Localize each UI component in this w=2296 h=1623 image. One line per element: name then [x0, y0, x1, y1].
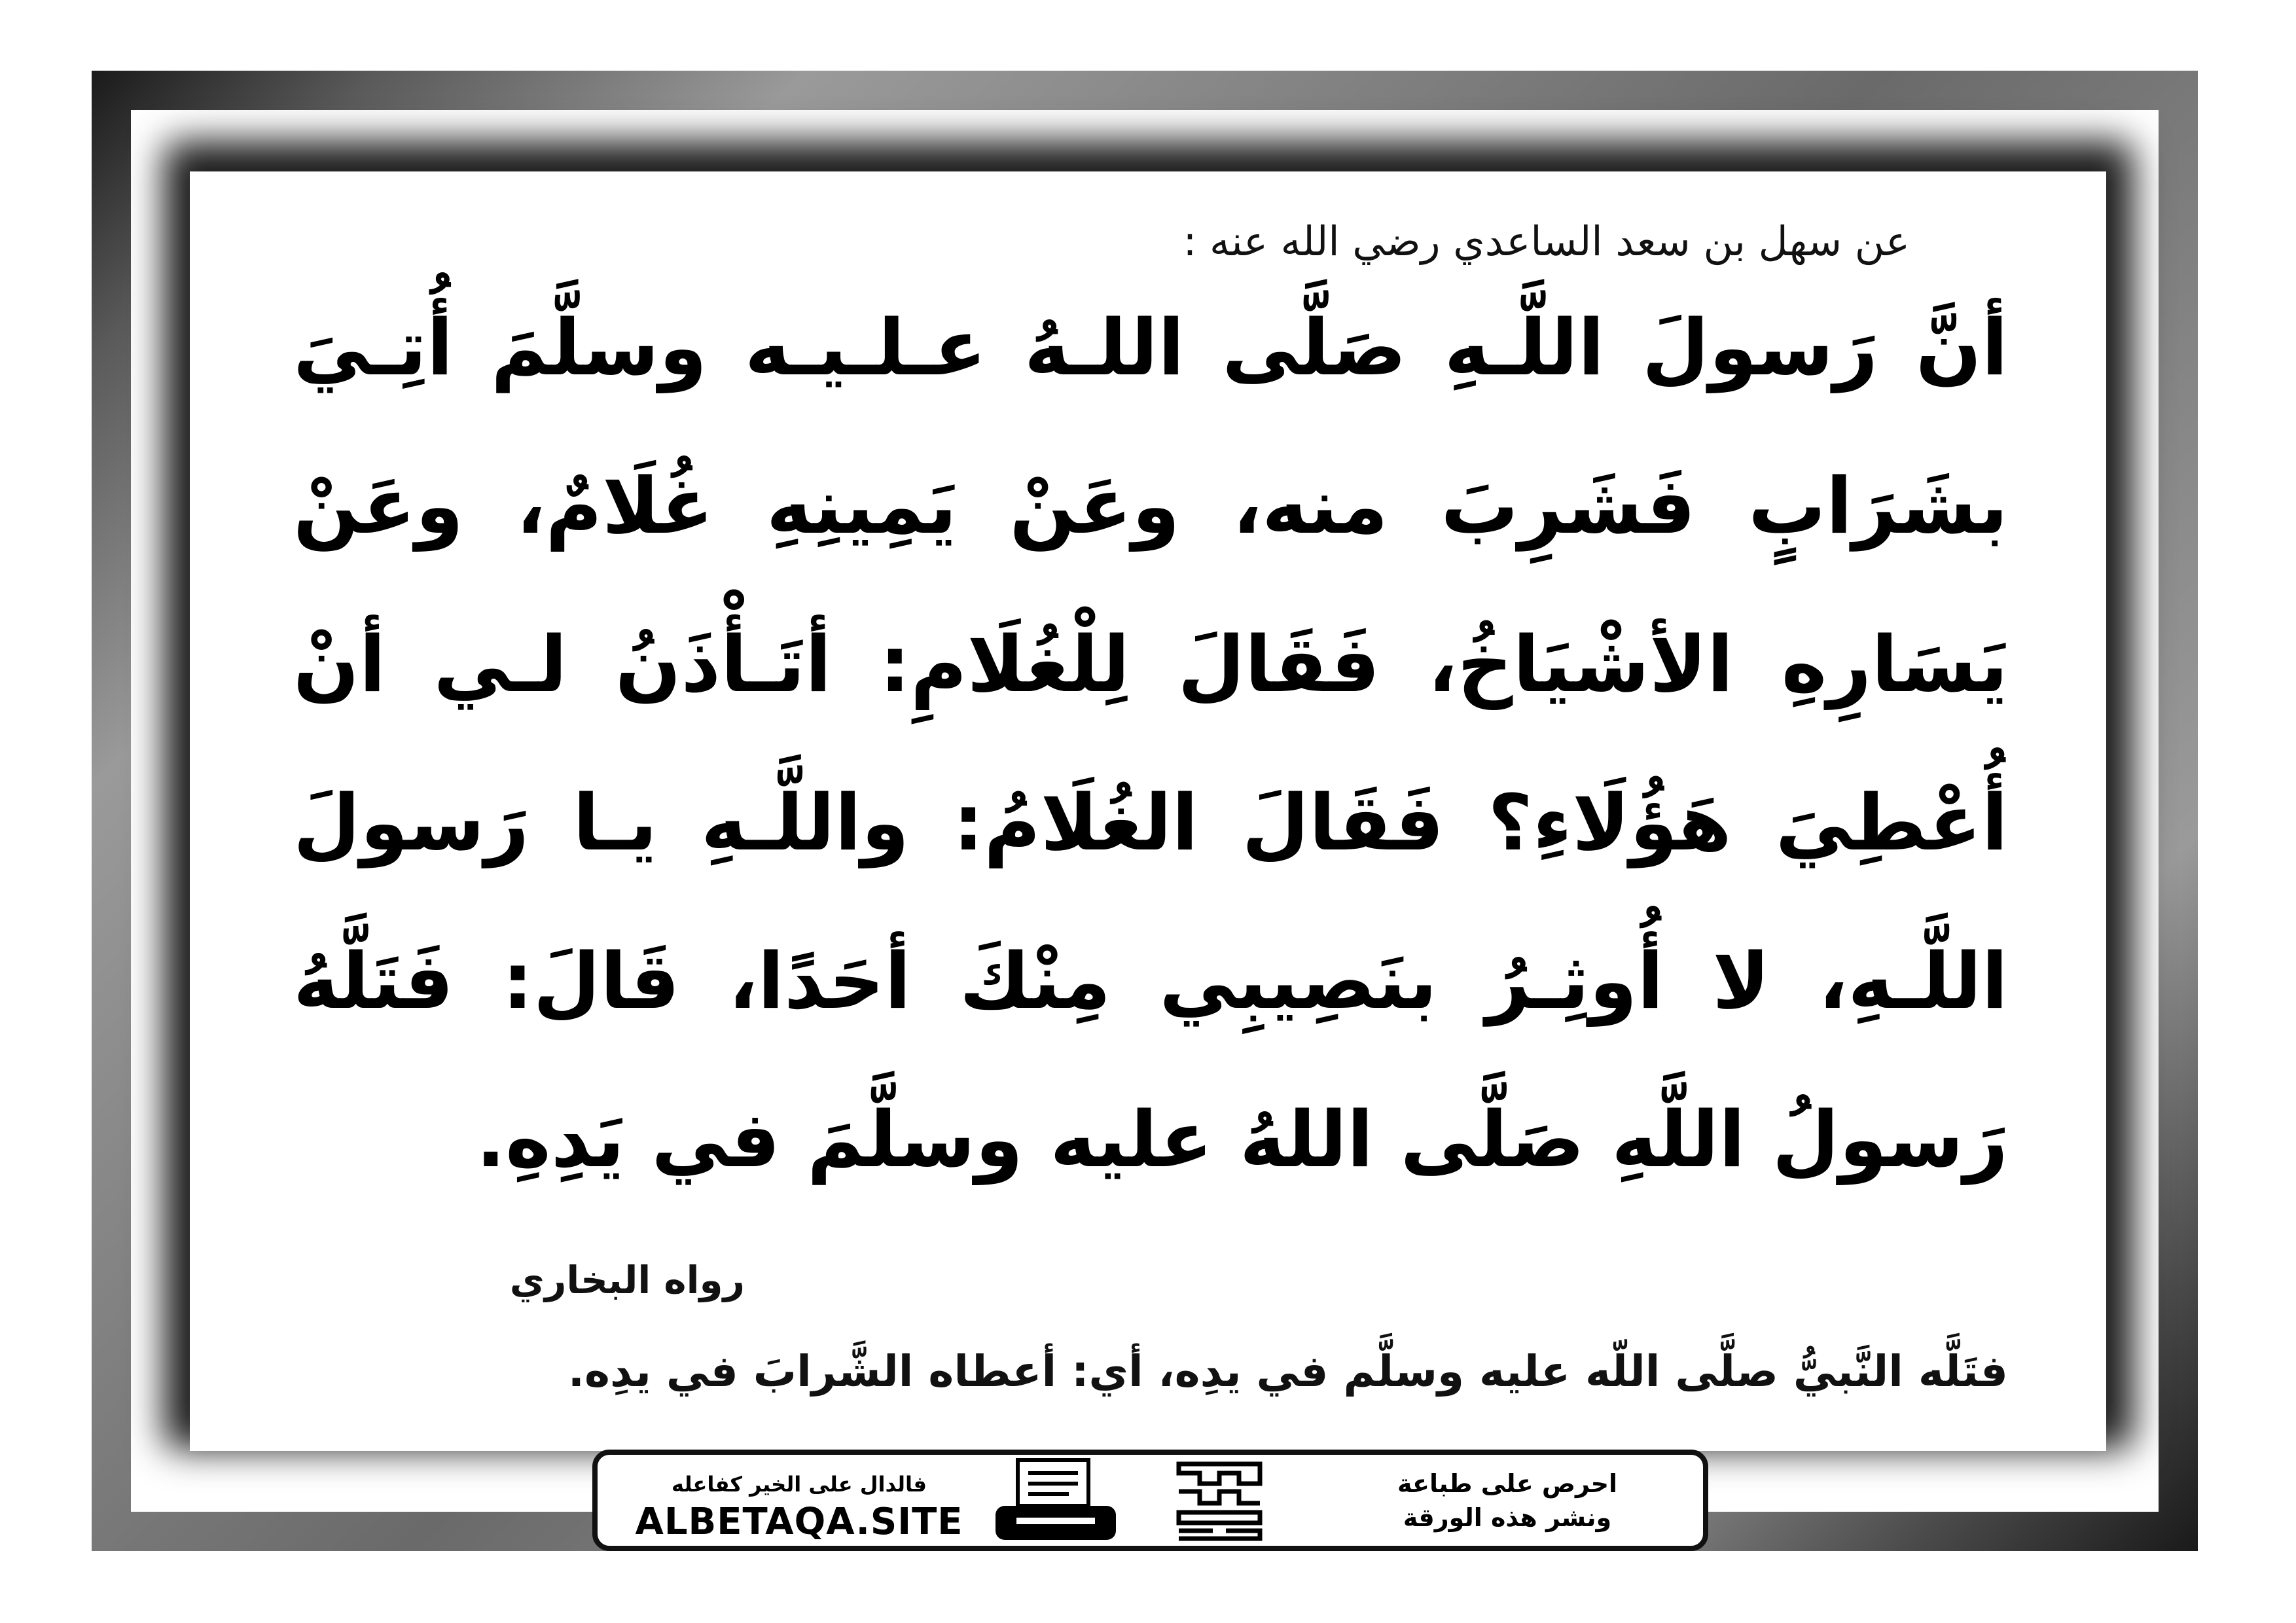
- dawat-alwaraqa-logo-icon: [1174, 1457, 1265, 1544]
- hadith-line-6: رَسولُ اللَّهِ صَلَّى اللهُ عليه وسلَّمَ في يَدِهِ.: [476, 1094, 2008, 1185]
- explanation-note: فتَلَّه النَّبيُّ صلَّى اللّه عليه وسلَّم في يدِه، أي: أعطاه الشَّرابَ في يدِه.: [567, 1346, 2008, 1397]
- print-note-line-2: ونشر هذه الورقة: [1403, 1503, 1612, 1532]
- hadith-line-3: يَسَارِهِ الأشْيَاخُ، فَقَالَ لِلْغُلَامِ: أتَـأْذَنُ لـي أنْ: [293, 619, 2008, 709]
- narrator-line: عن سهل بن سعد الساعدي رضي الله عنه :: [1183, 217, 1910, 265]
- print-note: [1321, 1461, 1694, 1541]
- hadith-text-block: [190, 171, 2106, 1451]
- hadith-line-2: بشَرَابٍ فَشَرِبَ منه، وعَنْ يَمِينِهِ غُلَامٌ، وعَنْ: [293, 461, 2008, 551]
- print-note-line-1: احرص على طباعة: [1397, 1469, 1618, 1498]
- source-attribution: رواه البخاري: [509, 1258, 745, 1302]
- site-link[interactable]: ALBETAQA.SITE: [635, 1501, 963, 1543]
- hadith-line-5: اللَّـهِ، لا أُوثِـرُ بنَصِيبِي مِنْكَ أحَدًا، قَالَ: فَتَلَّهُ: [293, 936, 2008, 1026]
- printer-icon: [990, 1455, 1121, 1546]
- hadith-line-4: أُعْطِيَ هَؤُلَاءِ؟ فَقَالَ الغُلَامُ: واللَّـهِ يـا رَسولَ: [293, 777, 2008, 868]
- hadith-line-1: أنَّ رَسولَ اللَّـهِ صَلَّى اللـهُ عـلـيـه وسلَّمَ أُتِـيَ: [293, 302, 2008, 393]
- site-box[interactable]: [616, 1461, 982, 1541]
- footer-tagline: فالدال على الخير كفاعله: [672, 1472, 927, 1497]
- footer-bar: [592, 1450, 1708, 1551]
- hadith-card: [190, 171, 2106, 1451]
